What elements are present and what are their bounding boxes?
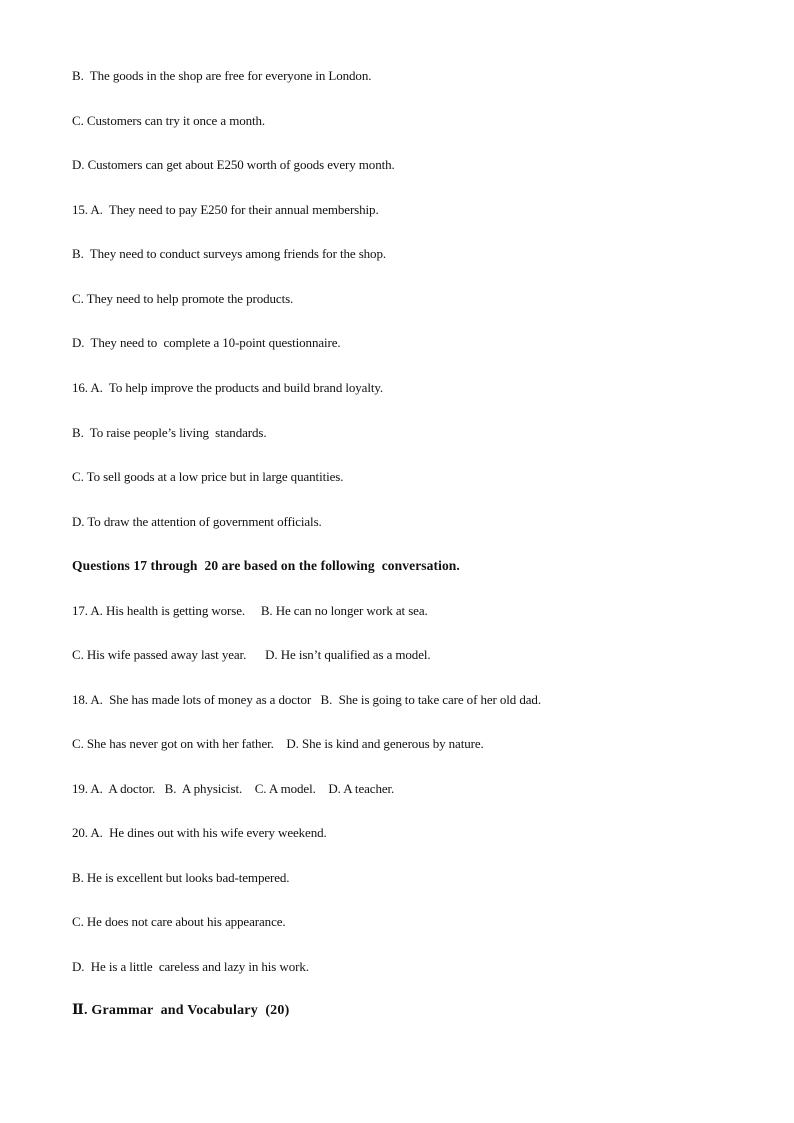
conversation-heading: Questions 17 through 20 are based on the following conversation. [72,558,460,573]
q16-option-b: B. To raise people’s living standards. [72,425,267,440]
section-heading: Ⅱ. Grammar and Vocabulary (20) [72,1003,290,1018]
q14-option-b: B. The goods in the shop are free for everyone in London. [72,68,372,83]
q14-option-d: D. Customers can get about E250 worth of goods every month. [72,157,395,172]
q16-option-c: C. To sell goods at a low price but in large quantities. [72,469,344,484]
q20-option-d: D. He is a little careless and lazy in his work. [72,959,309,974]
q18-line-2: C. She has never got on with her father. D. She is kind and generous by nature. [72,736,484,751]
q19-line-1: 19. A. A doctor. B. A physicist. C. A model. D. A teacher. [72,781,395,796]
q15-option-c: C. They need to help promote the products. [72,291,294,306]
q15-option-b: B. They need to conduct surveys among friends for the shop. [72,246,386,261]
q20-option-a: 20. A. He dines out with his wife every weekend. [72,825,327,840]
q15-option-a: 15. A. They need to pay E250 for their annual membership. [72,202,379,217]
q20-option-b: B. He is excellent but looks bad-tempered. [72,870,290,885]
q17-line-1: 17. A. His health is getting worse. B. He can no longer work at sea. [72,603,428,618]
q20-option-c: C. He does not care about his appearance. [72,914,286,929]
q18-line-1: 18. A. She has made lots of money as a doctor B. She is going to take care of her old dad. [72,692,541,707]
q16-option-a: 16. A. To help improve the products and build brand loyalty. [72,380,384,395]
q14-option-c: C. Customers can try it once a month. [72,113,266,128]
q16-option-d: D. To draw the attention of government officials. [72,514,322,529]
q15-option-d: D. They need to complete a 10-point questionnaire. [72,335,341,350]
q17-line-2: C. His wife passed away last year. D. He isn’t qualified as a model. [72,647,431,662]
